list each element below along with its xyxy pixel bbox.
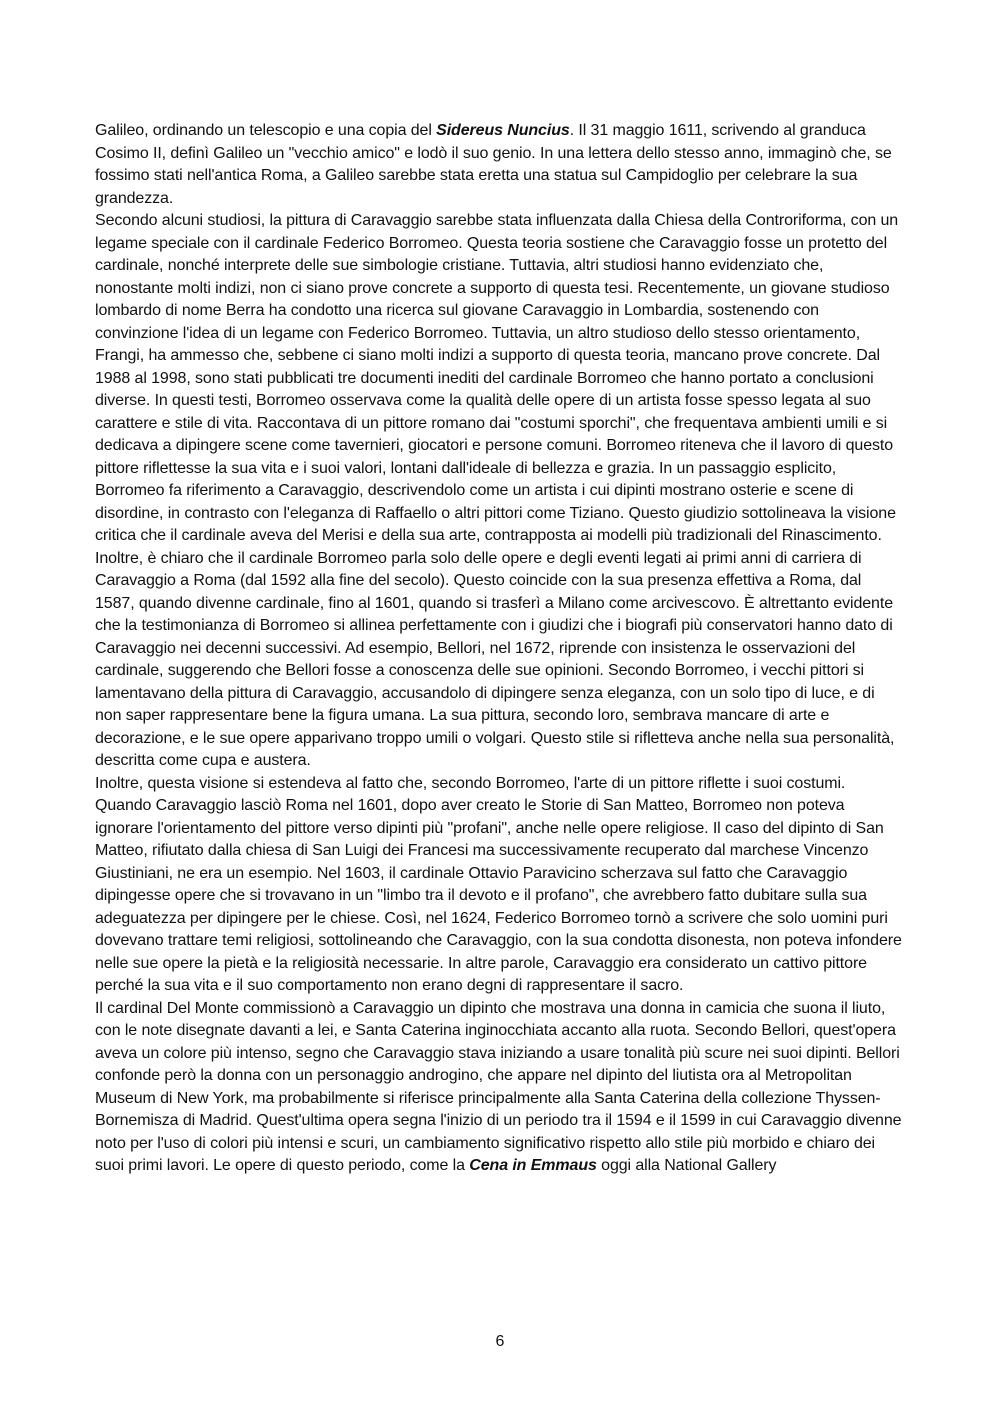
document-body (95, 120, 905, 1178)
paragraph-del-monte-text-end: oggi alla National Gallery (596, 1157, 777, 1174)
paragraph-galileo (95, 120, 905, 210)
paragraph-del-monte-text-start: Il cardinal Del Monte commissionò a Caravaggio un dipinto che mostrava una donna in camicia che suona il liuto, con le note disegnate davanti a lei, e Santa Caterina inginocchiata accanto alla ruota. Secondo Bellori, quest'opera aveva un colore più intenso, segno che Caravaggio stava iniziando a usare tonalità più scure nei suoi dipinti. Bellori confonde però la donna con un personaggio androgino, che appare nel dipinto del liutista ora al Metropolitan Museum di New York, ma probabilmente si riferisce principalmente alla Santa Caterina della collezione Thyssen-Bornemisza di Madrid. Quest'ultima opera segna l'inizio di un periodo tra il 1594 e il 1599 in cui Caravaggio divenne noto per l'uso di colori più intensi e scuri, un cambiamento significativo rispetto allo stile più morbido e chiaro dei suoi primi lavori. Le opere di questo periodo, come la (95, 999, 902, 1174)
paragraph-galileo-text-start: Galileo, ordinando un telescopio e una copia del (95, 122, 437, 139)
artwork-title-cena-in-emmaus: Cena in Emmaus (469, 1157, 597, 1174)
page-number: 6 (495, 1333, 505, 1350)
paragraph-del-monte (95, 998, 905, 1178)
paragraph-profane-works: Inoltre, questa visione si estendeva al fatto che, secondo Borromeo, l'arte di un pittore riflette i suoi costumi. Quando Caravaggio lasciò Roma nel 1601, dopo aver creato le Storie di San Matteo, Borromeo non poteva ignorare l'orientamento del pittore verso dipinti più "profani", anche nelle opere religiose. Il caso del dipinto di San Matteo, rifiutato dalla chiesa di San Luigi dei Francesi ma successivamente recuperato dal marchese Vincenzo Giustiniani, ne era un esempio. Nel 1603, il cardinale Ottavio Paravicino scherzava sul fatto che Caravaggio dipingesse opere che si trovavano in un "limbo tra il devoto e il profano", che avrebbero fatto dubitare sulla sua adeguatezza per dipingere per le chiese. Così, nel 1624, Federico Borromeo tornò a scrivere che solo uomini puri dovevano trattare temi religiosi, sottolineando che Caravaggio, con la sua condotta disonesta, non poteva infondere nelle sue opere la pietà e la religiosità necessarie. In altre parole, Caravaggio era considerato un cattivo pittore perché la sua vita e il suo comportamento non erano degni di rappresentare il sacro. (95, 774, 902, 994)
book-title-sidereus-nuncius: Sidereus Nuncius (436, 122, 570, 139)
paragraph-galileo-text-end: . Il 31 maggio 1611, scrivendo al granduca Cosimo II, definì Galileo un "vecchio amico" e lodò il suo genio. In una lettera dello stesso anno, immaginò che, se fossimo stati nell'antica Roma, a Galileo sarebbe stata eretta una statua sul Campidoglio per celebrare la sua grandezza. (95, 122, 892, 207)
paragraph-borromeo: Secondo alcuni studiosi, la pittura di Caravaggio sarebbe stata influenzata dalla Chiesa della Controriforma, con un legame speciale con il cardinale Federico Borromeo. Questa teoria sostiene che Caravaggio fosse un protetto del cardinale, nonché interprete delle sue simbologie cristiane. Tuttavia, altri studiosi hanno evidenziato che, nonostante molti indizi, non ci siano prove concrete a supporto di questa tesi. Recentemente, un giovane studioso lombardo di nome Berra ha condotto una ricerca sul giovane Caravaggio in Lombardia, sostenendo con convinzione l'idea di un legame con Federico Borromeo. Tuttavia, un altro studioso dello stesso orientamento, Frangi, ha ammesso che, sebbene ci siano molti indizi a supporto di questa teoria, mancano prove concrete. Dal 1988 al 1998, sono stati pubblicati tre documenti inediti del cardinale Borromeo che hanno portato a conclusioni diverse. In questi testi, Borromeo osservava come la qualità delle opere di un artista fosse spesso legata al suo carattere e stile di vita. Raccontava di un pittore romano dai "costumi sporchi", che frequentava ambienti umili e si dedicava a dipingere scene come tavernieri, giocatori e persone comuni. Borromeo riteneva che il lavoro di questo pittore riflettesse la sua vita e i suoi valori, lontani dall'ideale di bellezza e grazia. In un passaggio esplicito, Borromeo fa riferimento a Caravaggio, descrivendolo come un artista i cui dipinti mostrano osterie e scene di disordine, in contrasto con l'eleganza di Raffaello o altri pittori come Tiziano. Questo giudizio sottolineava la visione critica che il cardinale aveva del Merisi e della sua arte, contrapposta ai modelli più tradizionali del Rinascimento. Inoltre, è chiaro che il cardinale Borromeo parla solo delle opere e degli eventi legati ai primi anni di carriera di Caravaggio a Roma (dal 1592 alla fine del secolo). Questo coincide con la sua presenza effettiva a Roma, dal 1587, quando divenne cardinale, fino al 1601, quando si trasferì a Milano come arcivescovo. È altrettanto evidente che la testimonianza di Borromeo si allinea perfettamente con i giudizi che i biografi più conservatori hanno dato di Caravaggio nei decenni successivi. Ad esempio, Bellori, nel 1672, riprende con insistenza le osservazioni del cardinale, suggerendo che Bellori fosse a conoscenza delle sue opinioni. Secondo Borromeo, i vecchi pittori si lamentavano della pittura di Caravaggio, accusandolo di dipingere senza eleganza, con un solo tipo di luce, e di non saper rappresentare bene la figura umana. La sua pittura, secondo loro, sembrava mancare di arte e decorazione, e le sue opere apparivano troppo umili o volgari. Questo stile si rifletteva anche nella sua personalità, descritta come cupa e austera. (95, 212, 899, 769)
